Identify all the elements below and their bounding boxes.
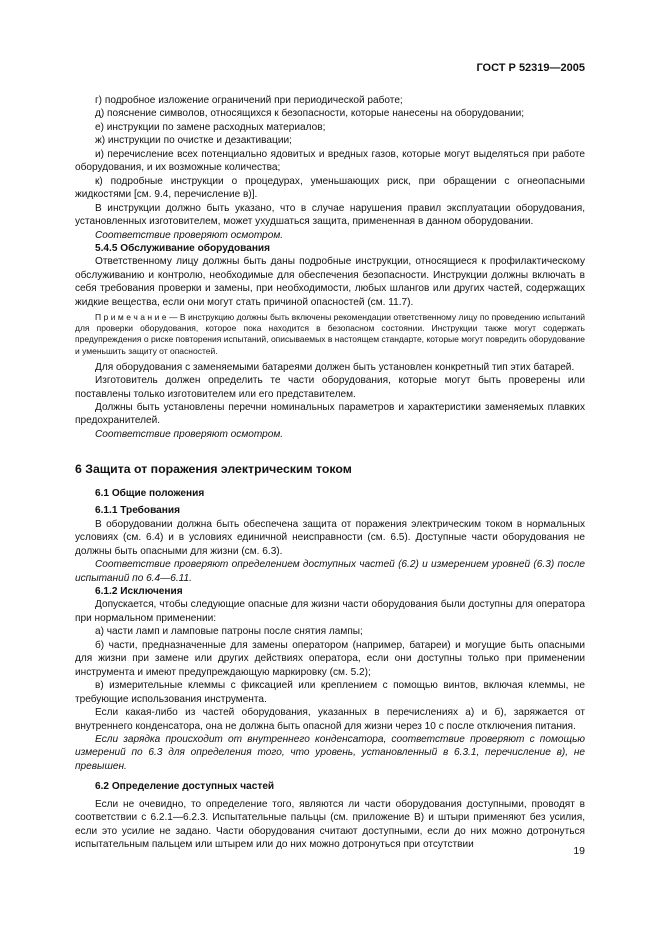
- accessible-parts-paragraph: Если не очевидно, то определение того, являются ли части оборудования доступными, проводят в соответствии с 6.2.1—6.2.3. Испытательные пальцы (см. приложение В) и штыри применяют без усилия, если это усилие не задано. Части оборудования считают доступными, если до них можно дотронуться испытательным пальцем или штырем или до них можно дотронуться при отсутствии: [75, 798, 585, 851]
- list-item-d: д) пояснение символов, относящихся к безопасности, которые нанесены на оборудовании;: [95, 108, 525, 120]
- page-number: 19: [573, 845, 585, 857]
- section-title-6-2: 6.2 Определение доступных частей: [95, 781, 275, 793]
- fuse-paragraph: Должны быть установлены перечни номинальных параметров и характеристики заменяемых плавких предохранителей.: [75, 401, 585, 427]
- capacitor-paragraph: Если какая-либо из частей оборудования, указанных в перечислениях а) и б), заряжается от внутреннего конденсатора, она не должна быть опасной для жизни через 10 с после отключения питания.: [75, 707, 585, 732]
- battery-paragraph: Для оборудования с заменяемыми батареями должен быть установлен конкретный тип этих батарей.: [95, 361, 575, 373]
- exception-item-a: а) части ламп и ламповые патроны после снятия лампы;: [95, 626, 363, 638]
- note-text: — В инструкцию должны быть включены рекомендации ответственному лицу по проведению испытаний для проверки оборудования, которое пока находится в безопасном состоянии. Инструкции также могут содержать предупреждения о риске повторения испытаний, описываемых в настоящем стандарте, которые могут повредить оборудование и уменьшить защиту от опасностей.: [75, 312, 585, 356]
- exceptions-paragraph: Допускается, чтобы следующие опасные для жизни части оборудования были доступны для оператора при нормальном применении:: [75, 599, 585, 624]
- section-title-6-1: 6.1 Общие положения: [95, 487, 205, 499]
- compliance-note: Соответствие проверяют осмотром.: [95, 229, 284, 241]
- list-item-i: и) перечисление всех потенциально ядовитых и вредных газов, которые могут выделяться при работе оборудования, и их возможные количества;: [75, 148, 585, 174]
- manufacturer-paragraph: Изготовитель должен определить те части оборудования, которые могут быть проверены или поставлены только изготовителем или его представителем.: [75, 375, 585, 400]
- maintenance-paragraph: Ответственному лицу должны быть даны подробные инструкции, относящиеся к профилактическому обслуживанию и контролю, необходимые для обеспечения безопасности. Инструкции должны включать в себя требования проверки и замены, при необходимости, любых шлангов или других частей, содержащих жидкие вещества, если они могут стать причиной опасностей (см. 11.7).: [75, 256, 585, 308]
- note-block: [75, 312, 585, 356]
- section-title-6-1-2: 6.1.2 Исключения: [95, 585, 183, 597]
- list-item-g: г) подробное изложение ограничений при периодической работе;: [95, 95, 403, 106]
- instruction-paragraph: В инструкции должно быть указано, что в случае нарушения правил эксплуатации оборудования, установленных изготовителем, может ухудшаться защита, примененная в данном оборудовании.: [75, 202, 585, 228]
- compliance-note: Если зарядка происходит от внутреннего конденсатора, соответствие проверяют с помощью измерений по 6.3 для определения того, что уровень, установленный в 6.3.1, перечисление в), не превышен.: [75, 733, 585, 772]
- document-header: ГОСТ Р 52319—2005: [476, 62, 585, 74]
- list-item-e: е) инструкции по замене расходных материалов;: [95, 121, 326, 133]
- compliance-note: Соответствие проверяют определением доступных частей (6.2) и измерением уровней (6.3) после испытаний по 6.4—6.11.: [75, 559, 585, 584]
- document-body: [75, 94, 585, 852]
- section-title-6-1-1: 6.1.1 Требования: [95, 505, 180, 517]
- exception-item-c: в) измерительные клеммы с фиксацией или креплением с помощью винтов, включая клеммы, не требующие использования инструмента.: [75, 680, 585, 705]
- list-item-k: к) подробные инструкции о процедурах, уменьшающих риск, при обращении с огнеопасными жидкостями [см. 9.4, перечисление в)].: [75, 175, 585, 201]
- section-title-6: 6 Защита от поражения электрическим током: [75, 462, 352, 477]
- compliance-note: Соответствие проверяют осмотром.: [95, 428, 284, 440]
- exception-item-b: б) части, предназначенные для замены оператором (например, батареи) и могущие быть опасными для жизни при замене или других действиях оператора, если они доступны только при применении инструмента и имеют предупреждающую маркировку (см. 5.2);: [75, 639, 585, 678]
- requirements-paragraph: В оборудовании должна быть обеспечена защита от поражения электрическим током в нормальных условиях (см. 6.4) и в условиях единичной неисправности (см. 6.5). Доступные части оборудования не должны быть опасными для жизни (см. 6.3).: [75, 518, 585, 557]
- spacer: [75, 773, 585, 780]
- note-label: П р и м е ч а н и е: [95, 312, 167, 323]
- section-title-5-4-5: 5.4.5 Обслуживание оборудования: [95, 242, 271, 254]
- list-item-zh: ж) инструкции по очистке и дезактивации;: [95, 135, 292, 147]
